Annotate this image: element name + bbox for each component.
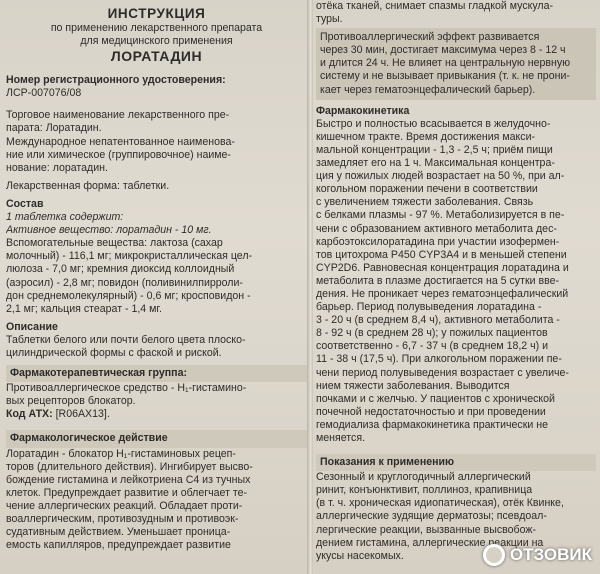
pk-line: ция у пожилых людей возрастает на 50 %, при ал- xyxy=(316,170,565,183)
doc-title: ИНСТРУКЦИЯ xyxy=(107,6,206,21)
pharm-group-line: Противоаллергическое средство - Н₁-гистамино- xyxy=(6,382,247,395)
inn-line-3: нование: лоратадин. xyxy=(6,161,108,174)
pharmacology-line: чение аллергических реакций. Обладает проти- xyxy=(6,499,243,512)
pk-line: CYP2D6. Равновесная концентрация лоратадина и xyxy=(316,261,569,274)
pk-line: метаболита в плазме достигается на 5 сутки вве- xyxy=(316,274,560,287)
reg-number-label: Номер регистрационного удостоверения: xyxy=(6,74,226,87)
indications-line: лергические реакции, вызванные высвобож- xyxy=(316,523,536,536)
pk-line: с увеличением тяжести заболевания. Связь xyxy=(316,196,534,209)
effect-line: через 30 мин, достигает максимума через 8 - 12 ч xyxy=(320,44,566,57)
composition-line: молочный) - 116,1 мг; микрокристаллическая цел- xyxy=(6,250,253,263)
composition-line: 1 таблетка содержит: xyxy=(6,211,124,224)
pk-line: карбоэтоксилоратадина при участии изофермен- xyxy=(316,235,560,248)
pharmacology-line: бождение гистамина и лейкотриена C4 из тучных xyxy=(6,473,251,486)
pharmacokinetics-heading: Фармакокинетика xyxy=(316,104,410,117)
pharmacology-line: судативным действием. Уменьшает проница- xyxy=(6,526,231,539)
composition-line: 2,1 мг; кальция стеарат - 1,4 мг. xyxy=(6,302,162,315)
right-top-line: отёка тканей, снимает спазмы гладкой мускула- xyxy=(316,0,554,12)
doc-subtitle-2: для медицинского применения xyxy=(80,35,233,48)
inn-line-1: Международное непатентованное наименова- xyxy=(6,135,235,148)
dosage-form: Лекарственная форма: таблетки. xyxy=(6,179,170,192)
pk-line: с белками плазмы - 97 %. Метаболизируется в пе- xyxy=(316,209,565,222)
composition-line: Вспомогательные вещества: лактоза (сахар xyxy=(6,237,223,250)
right-top-line: туры. xyxy=(316,13,343,26)
pk-line: Быстро и полностью всасывается в желудочно- xyxy=(316,117,551,130)
pharmacology-line: емость капилляров, предупреждает развитие xyxy=(6,539,231,552)
pk-line: дения. Не проникает через гематоэнцефалический xyxy=(316,287,569,300)
pharm-group-heading: Фармакотерапевтическая группа: xyxy=(6,365,307,382)
atx-code xyxy=(6,408,307,421)
indications-line: Сезонный и круглогодичный аллергический xyxy=(316,471,531,484)
composition-line: Активное вещество: лоратадин - 10 мг. xyxy=(6,224,212,237)
effect-line: и длится 24 ч. Не влияет на центральную нервную xyxy=(320,57,571,70)
composition-line: (аэросил) - 2,8 мг; повидон (поливинилпирроли- xyxy=(6,276,243,289)
description-line: Таблетки белого или почти белого цвета плоско- xyxy=(6,333,246,346)
indications-line: дением гистамина, аллергические реакции на xyxy=(316,536,544,549)
pk-line: меняется. xyxy=(316,432,366,444)
pk-line: соответственно - 6,7 - 37 ч (в среднем 18,2 ч) и xyxy=(316,340,549,353)
page-fold xyxy=(307,0,313,574)
pk-line: 11 - 38 ч (17,5 ч). При алкогольном поражении пе- xyxy=(316,353,562,366)
indications-line: ринит, конъюнктивит, поллиноз, крапивница xyxy=(316,484,533,497)
watermark-text: ОТЗОВИК xyxy=(509,545,592,564)
inn-line-2: ние или химическое (группировочное) наиме- xyxy=(6,148,231,161)
composition-line: люлоза - 7,0 мг; кремния диоксид коллоидный xyxy=(6,263,235,276)
indications-line: укусы насекомых. xyxy=(316,549,404,562)
doc-subtitle-1: по применению лекарственного препарата xyxy=(50,22,263,34)
pharmacology-line: воаллергическим, противозудным и противоэк- xyxy=(6,513,239,525)
trade-name-line-2: парата: Лоратадин. xyxy=(6,122,102,135)
atx-value: [R06AX13]. xyxy=(55,408,110,421)
composition-line: дон среднемолекулярный) - 0,6 мг; кросповидон - xyxy=(6,289,251,302)
pk-line: чени с образованием активного метаболита дес- xyxy=(316,222,557,235)
pk-line: чени период полувыведения возрастает с увеличе- xyxy=(316,366,569,379)
pk-line: 8 - 92 ч (в среднем 28 ч); у пожилых пациентов xyxy=(316,327,548,340)
description-line: цилиндрической формы с фаской и риской. xyxy=(6,346,222,359)
pk-line: 3 - 20 ч (в среднем 8,4 ч), активного метаболита - xyxy=(316,314,560,327)
pk-line: барьер. Период полувыведения лоратадина - xyxy=(316,301,542,314)
drug-name: ЛОРАТАДИН xyxy=(110,48,203,65)
pk-line: тов цитохрома P450 CYP3A4 и в меньшей степени xyxy=(316,248,567,261)
effect-line: Противоаллергический эффект развивается xyxy=(320,31,540,44)
pharmacology-line: клеток. Предупреждает развитие и облегчает те- xyxy=(6,486,248,499)
right-column xyxy=(316,0,596,574)
pk-line: мальной концентрации - 1,3 - 2,5 ч; приём пищи xyxy=(316,143,553,156)
atx-label: Код АТХ: xyxy=(6,408,53,421)
pk-line: кишечном тракте. Время достижения макси- xyxy=(316,130,536,143)
indications-line: (в т. ч. хроническая идиопатическая), отёк Квинке, xyxy=(316,497,564,510)
otzovik-watermark xyxy=(483,544,592,566)
pharmacology-line: Лоратадин - блокатор Н₁-гистаминовых рецеп- xyxy=(6,447,236,460)
pharm-group-line: вых рецепторов блокатор. xyxy=(6,395,136,408)
effect-line: систему и не вызывает привыкания (т. к. не прони- xyxy=(320,70,570,83)
pk-line: почками и с желчью. У пациентов с хронической xyxy=(316,392,555,405)
pharmacology-line: торов (длительного действия). Ингибирует высво- xyxy=(6,460,253,473)
indications-heading: Показания к применению xyxy=(316,454,596,471)
trade-name-line-1: Торговое наименование лекарственного пре- xyxy=(6,109,230,122)
pk-line: почечной недостаточностью и при проведении xyxy=(316,405,546,418)
pk-line: нием тяжести заболевания. Выводится xyxy=(316,379,510,392)
reg-number-value: ЛСР-007076/08 xyxy=(6,87,82,100)
pk-line: когольном поражении печени в соответствии xyxy=(316,183,538,196)
pk-line: замедляет его на 1 ч. Максимальная концентра- xyxy=(316,157,555,170)
antiallergic-effect-box xyxy=(316,28,596,99)
pharmacology-heading: Фармакологическое действие xyxy=(6,430,307,447)
pk-line: гемодиализа фармакокинетика практически не xyxy=(316,418,548,431)
description-heading: Описание xyxy=(6,320,58,333)
indications-line: аллергические зудящие дерматозы; псевдоал- xyxy=(316,510,547,523)
left-column xyxy=(6,0,307,574)
otzovik-logo-icon xyxy=(483,544,505,566)
effect-line: кает через гематоэнцефалический барьер). xyxy=(320,83,536,96)
composition-heading: Состав xyxy=(6,197,44,210)
